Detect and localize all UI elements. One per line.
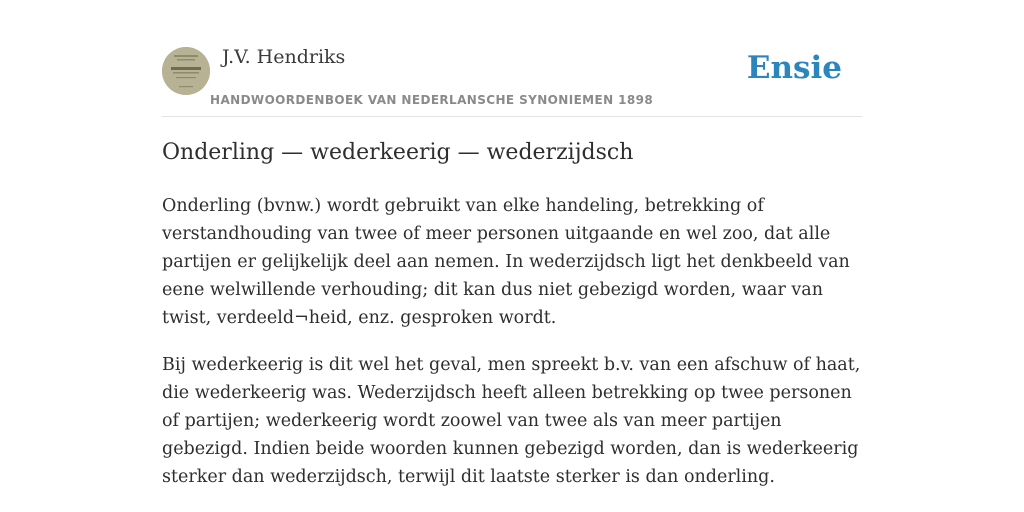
entry-title: Onderling — wederkeerig — wederzijdsch (162, 140, 634, 165)
entry-body (162, 192, 862, 510)
book-title[interactable]: HANDWOORDENBOEK VAN NEDERLANSCHE SYNONIEMEN 1898 (210, 93, 654, 107)
entry-paragraph: Onderling (bvnw.) wordt gebruikt van elke handeling, betrekking of verstandhouding van twee of meer personen uitgaande en wel zoo, dat alle partijen er gelijkelijk deel aan nemen. In wederzijdsch ligt het denkbeeld van eene welwillende verhouding; dit kan dus niet gebezigd worden, waar van twist, verdeeld¬heid, enz. gesproken wordt. (162, 196, 850, 328)
author-name[interactable]: J.V. Hendriks (222, 46, 346, 68)
entry-paragraph: Bij wederkeerig is dit wel het geval, men spreekt b.v. van een afschuw of haat, die wederkeerig was. Wederzijdsch heeft alleen betrekking op twee personen of partijen; wederkeerig wordt zoowel van twee als van meer partijen gebezigd. Indien beide woorden kunnen gebezigd worden, dan is wederkeerig sterker dan wederzijdsch, terwijl dit laatste sterker is dan onderling. (162, 355, 861, 487)
book-cover-icon[interactable] (162, 47, 210, 95)
header (162, 0, 862, 117)
page (162, 0, 862, 512)
brand-logo[interactable]: Ensie (746, 50, 842, 86)
